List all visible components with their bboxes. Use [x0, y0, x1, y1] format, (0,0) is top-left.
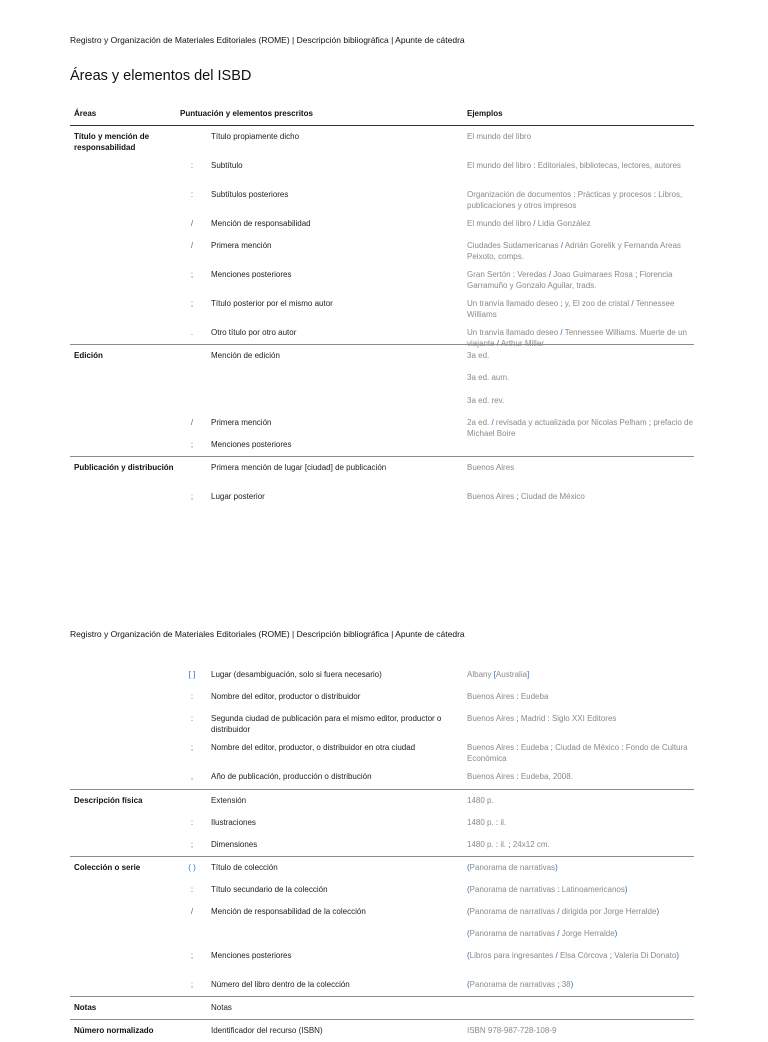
area-cell: Título y mención de responsabilidad — [74, 132, 150, 152]
element-cell: Subtítulos posteriores — [211, 190, 289, 199]
page-2 — [0, 560, 768, 1035]
punctuation-cell: : — [190, 161, 194, 170]
element-cell: Lugar (desambiguación, solo si fuera necesario) — [211, 670, 382, 679]
table-row — [70, 789, 694, 812]
punctuation-cell: ; — [190, 440, 194, 449]
example-cell: Gran Sertón : Veredas / Joao Guimaraes Rosa ; Florencia Garramuño y Gonzalo Aguilar, trads. — [467, 270, 673, 290]
table-row — [70, 945, 694, 974]
example-cell: Buenos Aires ; Ciudad de México — [467, 492, 585, 501]
example-cell: Albany [Australia] — [467, 670, 530, 679]
example-cell: 3a ed. aum. — [467, 373, 510, 382]
example-cell: (Panorama de narrativas / Jorge Herralde) — [467, 929, 618, 938]
element-cell: Nombre del editor, productor o distribuidor — [211, 692, 361, 701]
running-header: Registro y Organización de Materiales Editoriales (ROME) | Descripción bibliográfica | Apunte de cátedra — [70, 629, 465, 639]
punctuation-cell: , — [190, 772, 194, 781]
element-cell: Título de colección — [211, 863, 278, 872]
table-row — [70, 1019, 694, 1042]
table-row — [70, 293, 694, 322]
element-cell: Extensión — [211, 796, 247, 805]
element-cell: Lugar posterior — [211, 492, 265, 501]
punctuation-cell: ; — [190, 840, 194, 849]
example-cell: (Panorama de narrativas) — [467, 863, 558, 872]
punctuation-cell: / — [190, 907, 194, 916]
element-cell: Número del libro dentro de la colección — [211, 980, 350, 989]
element-cell: Mención de edición — [211, 351, 280, 360]
area-cell: Colección o serie — [74, 863, 141, 872]
column-header-punctuation: Puntuación y elementos prescritos — [180, 109, 313, 118]
example-cell: El mundo del libro — [467, 132, 532, 141]
column-header-areas: Áreas — [74, 109, 97, 118]
example-cell: (Panorama de narrativas : Latinoamericanos) — [467, 885, 628, 894]
table-row — [70, 344, 694, 367]
table-row — [70, 412, 694, 438]
example-cell: (Panorama de narrativas / dirigida por Jorge Herralde) — [467, 907, 660, 916]
punctuation-cell: ( ) — [188, 863, 196, 872]
table-body — [70, 664, 694, 1042]
table-row — [70, 456, 694, 486]
punctuation-cell: / — [190, 418, 194, 427]
example-cell: Buenos Aires ; Madrid : Siglo XXI Editores — [467, 714, 617, 723]
table-row — [70, 737, 694, 766]
element-cell: Otro título por otro autor — [211, 328, 297, 337]
example-cell: Buenos Aires : Eudeba — [467, 692, 549, 701]
example-cell: 1480 p. : il. — [467, 818, 507, 827]
table-row — [70, 434, 694, 456]
area-cell: Notas — [74, 1003, 97, 1012]
punctuation-cell: / — [190, 241, 194, 250]
page-title: Áreas y elementos del ISBD — [70, 68, 252, 84]
table-row — [70, 856, 694, 879]
example-cell: Un tranvía llamado deseo ; y, El zoo de cristal / Tennessee Williams — [467, 299, 675, 319]
punctuation-cell: : — [190, 190, 194, 199]
punctuation-cell: : — [190, 818, 194, 827]
example-cell: 1480 p. — [467, 796, 494, 805]
element-cell: Nombre del editor, productor, o distribuidor en otra ciudad — [211, 743, 416, 752]
element-cell: Año de publicación, producción o distribución — [211, 772, 372, 781]
element-cell: Primera mención de lugar [ciudad] de publicación — [211, 463, 387, 472]
punctuation-cell: : — [190, 692, 194, 701]
example-cell: Buenos Aires — [467, 463, 515, 472]
example-cell: El mundo del libro / Lidia González — [467, 219, 591, 228]
example-cell: Buenos Aires : Eudeba ; Ciudad de México : Fondo de Cultura Económica — [467, 743, 688, 763]
punctuation-cell: ; — [190, 492, 194, 501]
example-cell: Un tranvía llamado deseo / Tennessee Williams. Muerte de un viajante / Arthur Miller — [467, 328, 687, 348]
example-cell: 1480 p. : il. ; 24x12 cm. — [467, 840, 550, 849]
example-cell: Buenos Aires : Eudeba, 2008. — [467, 772, 573, 781]
area-cell: Descripción física — [74, 796, 143, 805]
punctuation-cell: ; — [190, 270, 194, 279]
table-row — [70, 264, 694, 293]
punctuation-cell: [ ] — [188, 670, 196, 679]
element-cell: Menciones posteriores — [211, 270, 292, 279]
table-row — [70, 367, 694, 390]
table-row — [70, 879, 694, 901]
table-row — [70, 213, 694, 235]
table-row — [70, 812, 694, 834]
table-row — [70, 235, 694, 264]
example-cell: Ciudades Sudamericanas / Adrián Gorelik y Fernanda Areas Peixoto, comps. — [467, 241, 681, 261]
element-cell: Título secundario de la colección — [211, 885, 328, 894]
table-row — [70, 974, 694, 996]
table-row — [70, 184, 694, 213]
element-cell: Menciones posteriores — [211, 951, 292, 960]
table-row — [70, 834, 694, 856]
punctuation-cell: / — [190, 219, 194, 228]
element-cell: Mención de responsabilidad — [211, 219, 311, 228]
element-cell: Menciones posteriores — [211, 440, 292, 449]
table-row — [70, 155, 694, 184]
punctuation-cell: ; — [190, 951, 194, 960]
table-body — [70, 126, 694, 515]
example-cell: Organización de documentos : Prácticas y procesos : Libros, publicaciones y otros impresos — [467, 190, 683, 210]
table-row — [70, 322, 694, 348]
example-cell: ISBN 978-987-728-108-9 — [467, 1026, 557, 1035]
element-cell: Segunda ciudad de publicación para el mismo editor, productor o distribuidor — [211, 714, 442, 734]
table-row — [70, 923, 694, 945]
table-row — [70, 996, 694, 1019]
element-cell: Primera mención — [211, 241, 272, 250]
element-cell: Título posterior por el mismo autor — [211, 299, 333, 308]
column-header-examples: Ejemplos — [467, 109, 503, 118]
element-cell: Ilustraciones — [211, 818, 256, 827]
punctuation-cell: ; — [190, 299, 194, 308]
table-row — [70, 390, 694, 412]
punctuation-cell: ; — [190, 980, 194, 989]
element-cell: Primera mención — [211, 418, 272, 427]
example-cell: (Panorama de narrativas ; 38) — [467, 980, 574, 989]
element-cell: Mención de responsabilidad de la colección — [211, 907, 366, 916]
table-row — [70, 664, 694, 686]
punctuation-cell: : — [190, 885, 194, 894]
table-row — [70, 686, 694, 708]
table-row — [70, 766, 694, 789]
table-row — [70, 708, 694, 737]
element-cell: Título propiamente dicho — [211, 132, 300, 141]
isbd-table-continued — [70, 664, 694, 1042]
table-row — [70, 126, 694, 155]
running-header: Registro y Organización de Materiales Editoriales (ROME) | Descripción bibliográfica | Apunte de cátedra — [70, 35, 465, 45]
area-cell: Edición — [74, 351, 103, 360]
punctuation-cell: : — [190, 714, 194, 723]
table-row — [70, 901, 694, 923]
example-cell: 3a ed. — [467, 351, 490, 360]
example-cell: 3a ed. rev. — [467, 396, 505, 405]
isbd-table — [70, 104, 694, 515]
element-cell: Notas — [211, 1003, 232, 1012]
element-cell: Subtítulo — [211, 161, 243, 170]
table-row — [70, 486, 694, 515]
table-header — [70, 104, 694, 126]
example-cell: El mundo del libro : Editoriales, bibliotecas, lectores, autores — [467, 161, 681, 170]
punctuation-cell: . — [190, 328, 194, 337]
example-cell: 2a ed. / revisada y actualizada por Nicolas Pelham ; prefacio de Michael Boire — [467, 418, 693, 438]
area-cell: Publicación y distribución — [74, 463, 174, 472]
element-cell: Dimensiones — [211, 840, 258, 849]
element-cell: Identificador del recurso (ISBN) — [211, 1026, 323, 1035]
punctuation-cell: ; — [190, 743, 194, 752]
example-cell: (Libros para ingresantes / Elsa Córcova ; Valeria Di Donato) — [467, 951, 679, 960]
area-cell: Número normalizado — [74, 1026, 154, 1035]
